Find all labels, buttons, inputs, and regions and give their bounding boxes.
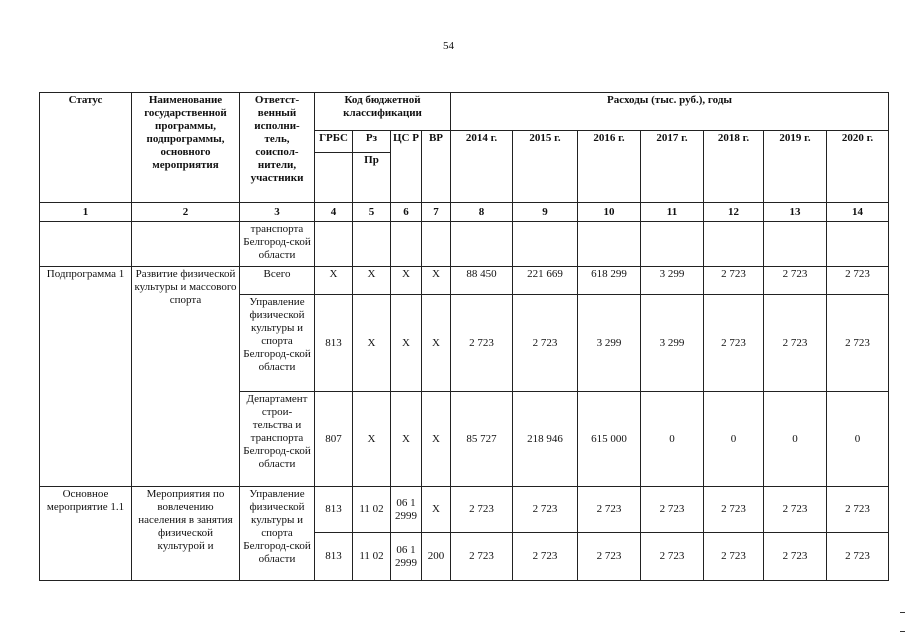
value-cell: 2 723 (764, 487, 827, 533)
value-cell: 2 723 (578, 487, 641, 533)
vr-cell: Х (422, 487, 451, 533)
responsible-cell: Департамент строи-тельства и транспорта Белгород-ской области (240, 392, 315, 487)
csr-cell: Х (391, 267, 422, 295)
csr-cell: Х (391, 392, 422, 487)
status-cell: Подпрограмма 1 (40, 267, 132, 487)
header-csr: ЦС Р (391, 131, 422, 203)
rz-cell: 11 02 (353, 533, 391, 581)
col-number: 6 (391, 203, 422, 222)
value-cell: 2 723 (827, 295, 889, 392)
rz-cell: Х (353, 392, 391, 487)
value-cell: 0 (827, 392, 889, 487)
value-cell: 2 723 (513, 533, 578, 581)
rz-cell: 11 02 (353, 487, 391, 533)
value-cell: 2 723 (704, 533, 764, 581)
header-name: Наименование государственной программы, подпрограммы, основного мероприятия (132, 93, 240, 203)
name-cell: Мероприятия по вовлечению населения в занятия физической культурой и (132, 487, 240, 581)
value-cell: 221 669 (513, 267, 578, 295)
col-number: 4 (315, 203, 353, 222)
value-cell: 2 723 (513, 295, 578, 392)
grbs-cell: Х (315, 267, 353, 295)
value-cell: 2 723 (764, 533, 827, 581)
value-cell: 2 723 (827, 487, 889, 533)
value-cell: 618 299 (578, 267, 641, 295)
header-budget-code: Код бюджетной классификации (315, 93, 451, 131)
value-cell: 2 723 (451, 533, 513, 581)
value-cell: 2 723 (704, 295, 764, 392)
header-year-2020: 2020 г. (827, 131, 889, 203)
header-year-2016: 2016 г. (578, 131, 641, 203)
page-number: 54 (443, 40, 454, 52)
value-cell: 85 727 (451, 392, 513, 487)
value-cell: 2 723 (513, 487, 578, 533)
value-cell: 615 000 (578, 392, 641, 487)
col-number: 2 (132, 203, 240, 222)
table-row (40, 267, 889, 295)
header-grbs-empty (315, 153, 353, 203)
value-cell: 2 723 (451, 487, 513, 533)
table-row (40, 487, 889, 533)
responsible-cell: Всего (240, 267, 315, 295)
value-cell: 2 723 (641, 487, 704, 533)
col-number: 3 (240, 203, 315, 222)
value-cell: 3 299 (641, 267, 704, 295)
rz-cell: Х (353, 295, 391, 392)
responsible-cell: транспорта Белгород-ской области (240, 222, 315, 267)
vr-cell: Х (422, 295, 451, 392)
value-cell: 2 723 (764, 267, 827, 295)
grbs-cell: 807 (315, 392, 353, 487)
name-cell: Развитие физической культуры и массового спорта (132, 267, 240, 487)
value-cell: 218 946 (513, 392, 578, 487)
csr-cell: 06 1 2999 (391, 533, 422, 581)
header-rz: Рз (353, 131, 391, 153)
value-cell: 0 (704, 392, 764, 487)
grbs-cell: 813 (315, 295, 353, 392)
value-cell: 2 723 (827, 533, 889, 581)
value-cell: 2 723 (641, 533, 704, 581)
csr-cell: Х (391, 295, 422, 392)
col-number: 8 (451, 203, 513, 222)
responsible-cell: Управление физической культуры и спорта Белгород-ской области (240, 295, 315, 392)
vr-cell: Х (422, 392, 451, 487)
grbs-cell: 813 (315, 533, 353, 581)
col-number: 12 (704, 203, 764, 222)
value-cell: 2 723 (764, 295, 827, 392)
col-number: 1 (40, 203, 132, 222)
value-cell: 0 (764, 392, 827, 487)
col-number: 10 (578, 203, 641, 222)
value-cell: 88 450 (451, 267, 513, 295)
scan-edge-mark (900, 612, 905, 613)
vr-cell: Х (422, 267, 451, 295)
header-vr: ВР (422, 131, 451, 203)
scan-edge-mark (900, 631, 905, 632)
value-cell: 2 723 (704, 267, 764, 295)
budget-table (39, 92, 889, 581)
grbs-cell: 813 (315, 487, 353, 533)
col-number: 7 (422, 203, 451, 222)
header-grbs: ГРБС (315, 131, 353, 153)
value-cell: 2 723 (827, 267, 889, 295)
rz-cell: Х (353, 267, 391, 295)
header-pr: Пр (353, 153, 391, 203)
header-year-2017: 2017 г. (641, 131, 704, 203)
value-cell: 3 299 (641, 295, 704, 392)
status-cell: Основное мероприятие 1.1 (40, 487, 132, 581)
value-cell: 2 723 (578, 533, 641, 581)
header-year-2015: 2015 г. (513, 131, 578, 203)
header-year-2019: 2019 г. (764, 131, 827, 203)
header-year-2014: 2014 г. (451, 131, 513, 203)
vr-cell: 200 (422, 533, 451, 581)
col-number: 13 (764, 203, 827, 222)
col-number: 9 (513, 203, 578, 222)
value-cell: 2 723 (704, 487, 764, 533)
responsible-cell: Управление физической культуры и спорта Белгород-ской области (240, 487, 315, 581)
col-number: 5 (353, 203, 391, 222)
value-cell: 0 (641, 392, 704, 487)
col-number: 11 (641, 203, 704, 222)
value-cell: 3 299 (578, 295, 641, 392)
header-responsible: Ответст-венный исполни-тель, соиспол-нители, участники (240, 93, 315, 203)
csr-cell: 06 1 2999 (391, 487, 422, 533)
table-row (40, 222, 889, 267)
col-number: 14 (827, 203, 889, 222)
header-year-2018: 2018 г. (704, 131, 764, 203)
header-expenses: Расходы (тыс. руб.), годы (451, 93, 889, 131)
value-cell: 2 723 (451, 295, 513, 392)
header-status: Статус (40, 93, 132, 203)
